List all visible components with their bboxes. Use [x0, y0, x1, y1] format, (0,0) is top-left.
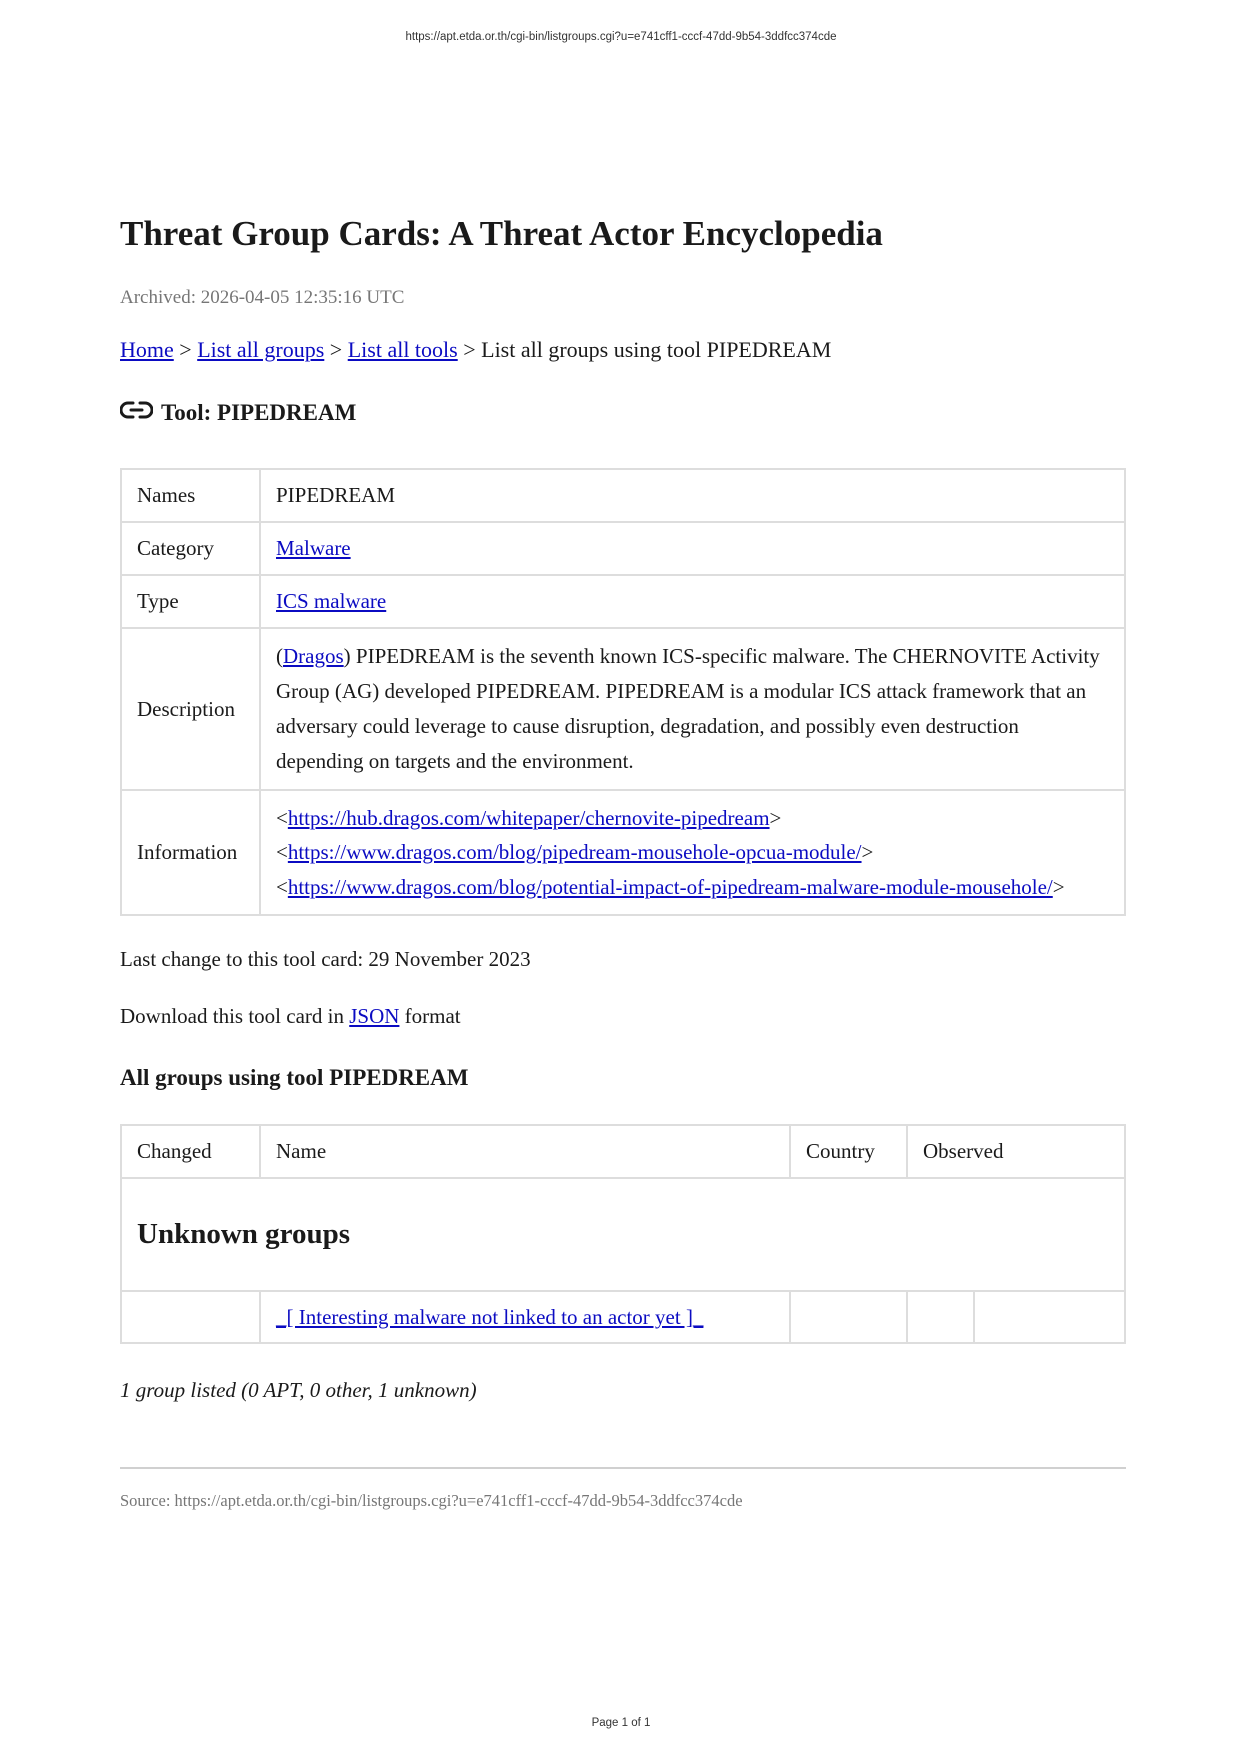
category-link[interactable]: Malware: [276, 536, 351, 560]
names-label: Names: [121, 469, 260, 522]
description-cell: [260, 628, 1125, 790]
category-label: Category: [121, 522, 260, 575]
angle-open: <: [276, 874, 288, 899]
information-label: Information: [121, 790, 260, 915]
group-name-link[interactable]: _[ Interesting malware not linked to an actor yet ]_: [276, 1304, 704, 1329]
names-value: PIPEDREAM: [260, 469, 1125, 522]
archived-timestamp: Archived: 2026-04-05 12:35:16 UTC: [120, 287, 405, 308]
breadcrumb: [120, 337, 831, 363]
section-title: Unknown groups: [137, 1218, 351, 1250]
column-header-observed: Observed: [907, 1125, 1125, 1178]
column-header-country: Country: [790, 1125, 907, 1178]
type-label: Type: [121, 575, 260, 628]
breadcrumb-separator: >: [173, 337, 198, 362]
divider: [120, 1467, 1126, 1469]
description-paren: (: [276, 644, 283, 668]
download-suffix: format: [399, 1004, 461, 1028]
print-header-url: https://apt.etda.or.th/cgi-bin/listgroups.cgi?u=e741cff1-cccf-47dd-9b54-3ddfcc374cde: [405, 31, 837, 43]
information-item: [276, 801, 1109, 836]
last-change-text: Last change to this tool card: 29 November 2023: [120, 947, 531, 971]
information-link[interactable]: https://www.dragos.com/blog/pipedream-mousehole-opcua-module/: [287, 840, 862, 865]
page-number: Page 1 of 1: [591, 1717, 651, 1729]
column-header-name: Name: [260, 1125, 790, 1178]
description-label: Description: [121, 628, 260, 790]
groups-table: [120, 1124, 1126, 1344]
information-cell: [260, 790, 1125, 915]
category-row: [121, 522, 1125, 575]
type-link[interactable]: ICS malware: [276, 589, 387, 613]
download-prefix: Download this tool card in: [120, 1004, 350, 1028]
country-cell: [790, 1291, 907, 1343]
breadcrumb-separator: >: [324, 337, 348, 362]
groups-heading: All groups using tool PIPEDREAM: [120, 1065, 469, 1090]
information-row: [121, 790, 1125, 915]
angle-open: <: [276, 805, 288, 830]
observed-cell: [907, 1291, 974, 1343]
information-item: [276, 870, 1109, 905]
tool-card-table: [120, 468, 1126, 916]
description-source-link[interactable]: Dragos: [283, 644, 344, 668]
breadcrumb-current: > List all groups using tool PIPEDREAM: [457, 337, 832, 362]
extra-cell: [974, 1291, 1125, 1343]
column-header-changed: Changed: [121, 1125, 260, 1178]
information-link[interactable]: https://hub.dragos.com/whitepaper/chernovite-pipedream: [287, 805, 770, 830]
description-text: ) PIPEDREAM is the seventh known ICS-specific malware. The CHERNOVITE Activity Group (AG) developed PIPEDREAM. PIPEDREAM is a modular ICS attack framework that an adversary could leverage to cause disruption, degradation, and possibly even destruction depending on targets and the environment.: [276, 644, 1100, 773]
changed-cell: [121, 1291, 260, 1343]
section-cell: [121, 1178, 1125, 1291]
link-icon: [120, 400, 153, 420]
table-row: [121, 1291, 1125, 1343]
angle-open: <: [276, 840, 288, 865]
description-row: [121, 628, 1125, 790]
download-line: [120, 1004, 461, 1029]
tool-heading-text: Tool: PIPEDREAM: [161, 400, 357, 425]
type-row: [121, 575, 1125, 628]
json-download-link[interactable]: JSON: [349, 1004, 400, 1028]
tool-heading: [120, 400, 356, 426]
angle-close: >: [769, 805, 782, 830]
breadcrumb-groups-link[interactable]: List all groups: [197, 337, 325, 362]
angle-close: >: [861, 840, 874, 865]
breadcrumb-home-link[interactable]: Home: [120, 337, 174, 362]
breadcrumb-tools-link[interactable]: List all tools: [347, 337, 458, 362]
groups-summary: 1 group listed (0 APT, 0 other, 1 unknown): [120, 1378, 477, 1402]
angle-close: >: [1052, 874, 1065, 899]
information-link[interactable]: https://www.dragos.com/blog/potential-impact-of-pipedream-malware-module-mousehole/: [287, 874, 1053, 899]
information-item: [276, 835, 1109, 870]
groups-header-row: [121, 1125, 1125, 1178]
names-row: [121, 469, 1125, 522]
page-title: Threat Group Cards: A Threat Actor Encyclopedia: [120, 214, 883, 253]
name-cell: [260, 1291, 790, 1343]
source-url: Source: https://apt.etda.or.th/cgi-bin/listgroups.cgi?u=e741cff1-cccf-47dd-9b54-3ddfcc374cde: [120, 1491, 743, 1510]
type-cell: [260, 575, 1125, 628]
category-cell: [260, 522, 1125, 575]
section-row: [121, 1178, 1125, 1291]
